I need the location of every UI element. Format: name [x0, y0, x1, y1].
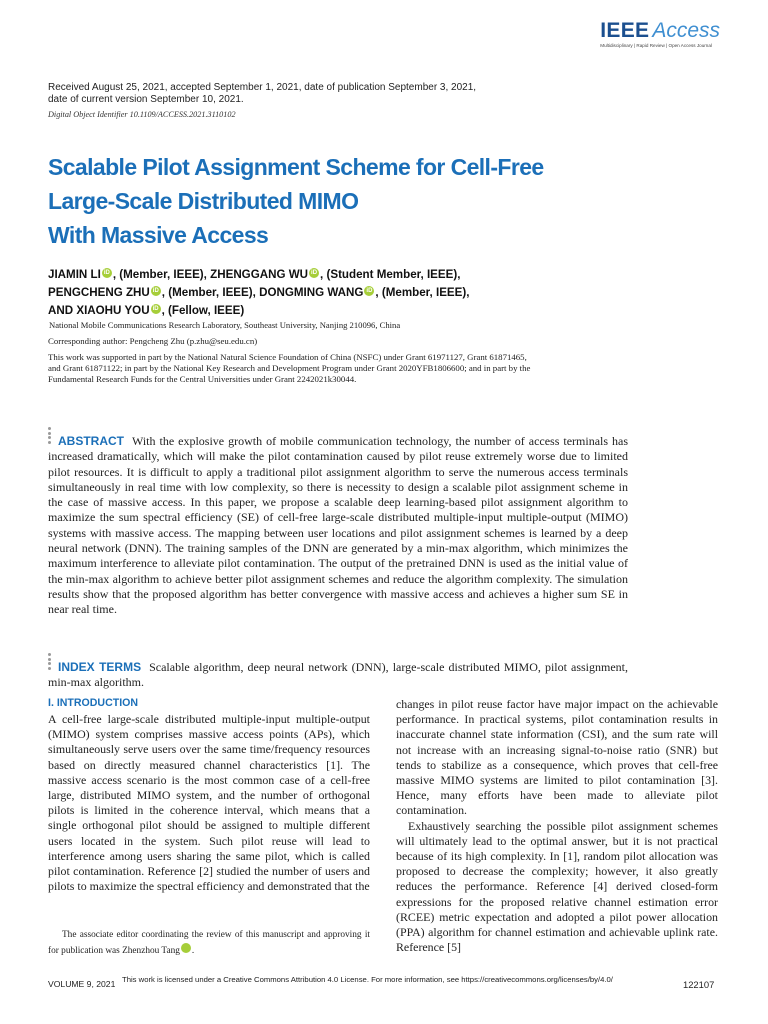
- index-terms-block: [48, 653, 628, 691]
- author-membership: , (Student Member, IEEE),: [320, 268, 461, 281]
- section-heading: I. INTRODUCTION: [48, 697, 139, 709]
- footer-volume: VOLUME 9, 2021: [48, 979, 116, 989]
- index-terms-text: Scalable algorithm, deep neural network (DNN), large-scale distributed MIMO, pilot assignment, min-max algorithm.: [48, 660, 628, 690]
- author-name: ZHENGGANG WU: [210, 268, 309, 281]
- abstract-text: With the explosive growth of mobile communication technology, the number of access terminals has increased dramatically, which will make the pilot contamination caused by pilot reuse extremely worse due to limited pilot resources. It is difficult to apply a traditional pilot assignment algorithm to serve the numerous access terminals simultaneously in real time with low complexity, so there is necessity to design a scalable pilot assignment scheme in the case of massive access. In this paper, we propose a scalable deep learning-based pilot assignment algorithm to maximize the sum spectral efficiency (SE) of cell-free large-scale distributed multiple-input multiple-output (MIMO) systems with massive access. The mapping between user locations and pilot assignment schemes is learned by a deep neural network (DNN). The training samples of the DNN are generated by a min-max algorithm, which minimizes the maximum interference to alleviate pilot contamination. The output of the pretrained DNN is used as the initial value of the min-max algorithm to achieve better pilot assignment schemes and reduce the algorithm complexity. The simulation results show that the proposed algorithm has better convergence with massive access and achieves a higher sum SE in near real time.: [48, 434, 628, 617]
- author-list: [48, 266, 728, 320]
- orcid-icon[interactable]: iD: [152, 288, 159, 294]
- paragraph: changes in pilot reuse factor have major impact on the achievable performance. In practical systems, pilot contamination results in inaccurate channel state information (CSI), and the sum rate will not increase with an increasing signal-to-noise ratio (SNR) but tends to stabilize as a consequence, which proves that cell-free massive MIMO systems are limited to pilot contamination [3]. Hence, many efforts have been made to alleviate pilot contamination.: [396, 697, 718, 818]
- right-column: [396, 697, 718, 955]
- orcid-icon[interactable]: iD: [181, 943, 191, 953]
- corresponding-author: Corresponding author: Pengcheng Zhu (p.zhu@seu.edu.cn): [48, 336, 258, 346]
- funding-statement: [48, 352, 728, 385]
- journal-logo: [600, 20, 720, 48]
- author-name: AND XIAOHU YOU: [48, 304, 150, 317]
- author-line-2: [48, 284, 728, 302]
- paragraph: Exhaustively searching the possible pilot assignment schemes will ultimately lead to the optimal answer, but it is not practical because of its high complexity. In [1], random pilot allocation was proposed to decrease the complexity; however, it also greatly reduces the performance. Reference [4] derived closed-form expressions for the proposed relative channel estimation error (RCEE) metric expectation and adopted a pilot power allocation (PPA) algorithm for channel estimation and achievable uplink rate. Reference [5]: [396, 818, 718, 955]
- orcid-icon[interactable]: iD: [152, 306, 159, 312]
- title-line-1: Scalable Pilot Assignment Scheme for Cell-Free: [48, 154, 544, 180]
- editor-footnote: [48, 927, 370, 959]
- orcid-icon[interactable]: iD: [311, 270, 318, 276]
- orcid-icon[interactable]: iD: [366, 288, 373, 294]
- logo-ieee-text: IEEE: [600, 19, 650, 42]
- author-name: JIAMIN LI: [48, 268, 101, 281]
- author-membership: , (Member, IEEE),: [161, 286, 260, 299]
- author-line-1: [48, 266, 728, 284]
- logo-access-text: Access: [652, 19, 720, 42]
- abstract-block: [48, 427, 628, 618]
- author-line-3: [48, 302, 728, 320]
- received-line-1: Received August 25, 2021, accepted September 1, 2021, date of publication September 3, 2021,: [48, 82, 477, 93]
- footer-page-number: 122107: [683, 979, 715, 990]
- footer-license[interactable]: This work is licensed under a Creative Commons Attribution 4.0 License. For more information, see https://creativecommons.org/licenses/by/4.0/: [122, 975, 613, 984]
- author-membership: , (Member, IEEE),: [375, 286, 470, 299]
- author-name: DONGMING WANG: [259, 286, 364, 299]
- author-membership: , (Member, IEEE),: [112, 268, 211, 281]
- author-membership: , (Fellow, IEEE): [161, 304, 245, 317]
- abstract-label: ABSTRACT: [58, 434, 124, 448]
- doi-identifier: Digital Object Identifier 10.1109/ACCESS.2021.3110102: [48, 110, 236, 119]
- orcid-icon[interactable]: iD: [103, 270, 110, 276]
- title-line-3: With Massive Access: [48, 222, 269, 248]
- journal-tagline: Multidisciplinary | Rapid Review | Open Access Journal: [600, 43, 712, 48]
- received-dates: [48, 82, 648, 106]
- funding-line: Fundamental Research Funds for the Central Universities under Grant 2242021k30044.: [48, 374, 357, 384]
- author-name: PENGCHENG ZHU: [48, 286, 150, 299]
- funding-line: and Grant 61871122; in part by the National Key Research and Development Program under Grant 2020YFB1806600; and in part by the: [48, 363, 531, 373]
- dots-icon: [48, 653, 52, 671]
- left-column-text: A cell-free large-scale distributed multiple-input multiple-output (MIMO) system comprises massive access points (APs), which simultaneously serve users over the same time/frequency resources based on directly measured channel characteristics [1]. The massive access scenario is the most common case of a cell-free large, distributed MIMO system, and the number of orthogonal pilots is limited in the coherence interval, which means that a single orthogonal pilot should be assigned to multiple different users located in the system. Such pilot reuse will lead to interference among users sharing the same pilot, which is called pilot contamination. Reference [2] studied the number of users and pilots to maximize the spectral efficiency and demonstrated that the: [48, 712, 370, 894]
- title-line-2: Large-Scale Distributed MIMO: [48, 188, 359, 214]
- index-terms-label: INDEX TERMS: [58, 660, 142, 674]
- funding-line: This work was supported in part by the National Natural Science Foundation of China (NSFC) under Grant 61971127, Grant 61871465,: [48, 352, 527, 362]
- footnote-end: .: [191, 946, 195, 956]
- received-line-2: date of current version September 10, 2021.: [48, 94, 244, 105]
- footnote-text: The associate editor coordinating the review of this manuscript and approving it for publication was Zhenzhou Tang: [48, 930, 370, 956]
- paper-title: [48, 150, 708, 252]
- journal-logo-wordmark: [600, 20, 720, 42]
- affiliation: National Mobile Communications Research Laboratory, Southeast University, Nanjing 210096, China: [49, 320, 401, 330]
- dots-icon: [48, 427, 52, 445]
